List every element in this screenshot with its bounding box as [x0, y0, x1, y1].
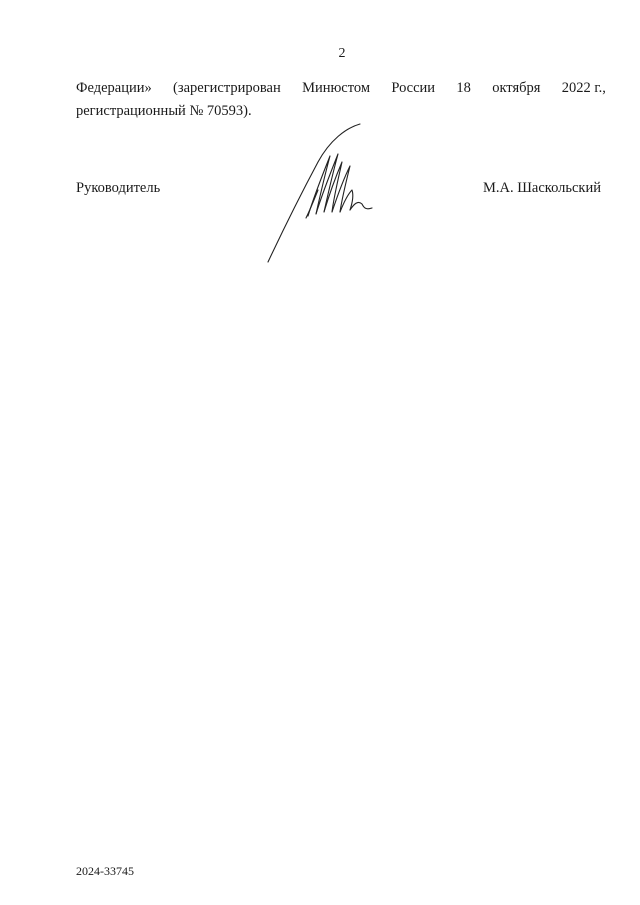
signer-name: М.А. Шаскольский: [483, 180, 601, 196]
word: России: [391, 80, 436, 96]
word: 2022 г.,: [561, 80, 606, 96]
body-paragraph: [76, 77, 606, 123]
signer-position: Руководитель: [76, 180, 161, 196]
word: (зарегистрирован: [173, 80, 281, 96]
page-number: 2: [338, 46, 346, 61]
handwritten-signature: [262, 120, 382, 270]
word: Федерации»: [76, 80, 152, 96]
word: Минюстом: [302, 80, 371, 96]
document-registration-number: 2024-33745: [76, 864, 134, 878]
paragraph-line-1: [76, 77, 606, 100]
paragraph-line-2: регистрационный № 70593).: [76, 103, 252, 119]
word: 18: [456, 80, 471, 96]
word: октября: [492, 80, 541, 96]
